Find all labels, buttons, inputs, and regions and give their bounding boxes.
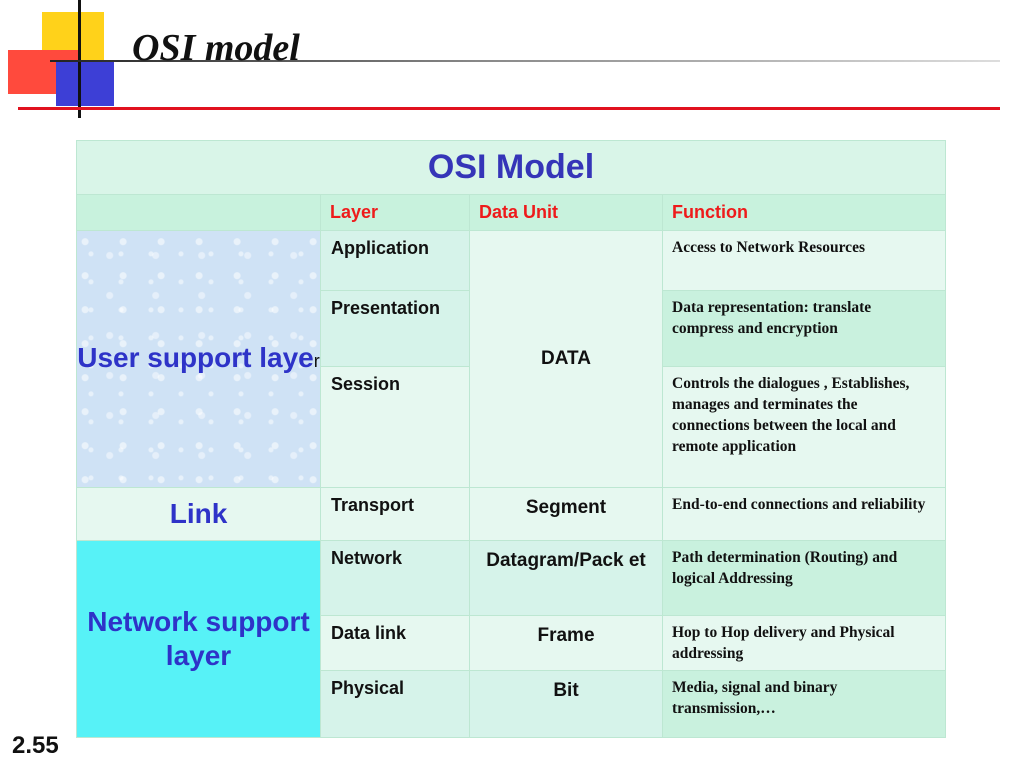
- function-network: Path determination (Routing) and logical Addressing: [663, 541, 946, 616]
- title-underline: [18, 107, 1000, 110]
- slide-title: OSI model: [132, 27, 300, 69]
- layer-physical: Physical: [321, 671, 470, 738]
- header-blank-cell: [77, 195, 321, 231]
- slide-number: 2.55: [12, 732, 59, 759]
- data-unit-datagram: Datagram/Pack et: [470, 541, 663, 616]
- data-unit-shared: DATA: [470, 231, 663, 488]
- layer-application: Application: [321, 231, 470, 291]
- group-user-support-layer: [77, 231, 321, 488]
- function-presentation: Data representation: translate compress and encryption: [663, 291, 946, 367]
- function-session: Controls the dialogues , Establishes, manages and terminates the connections between the local and remote application: [663, 367, 946, 488]
- function-data-link: Hop to Hop delivery and Physical addressing: [663, 616, 946, 671]
- group-user-label-tail: r: [313, 350, 320, 371]
- group-user-label: User support laye: [77, 341, 314, 373]
- function-transport: End-to-end connections and reliability: [663, 488, 946, 541]
- function-physical: Media, signal and binary transmission,…: [663, 671, 946, 738]
- layer-session: Session: [321, 367, 470, 488]
- data-unit-frame: Frame: [470, 616, 663, 671]
- decor-blue-block: [56, 62, 114, 106]
- header-function: Function: [663, 195, 946, 231]
- header-data-unit: Data Unit: [470, 195, 663, 231]
- header-layer: Layer: [321, 195, 470, 231]
- decor-vertical-line: [78, 0, 81, 118]
- group-network-support-layer: Network support layer: [77, 541, 321, 738]
- layer-data-link: Data link: [321, 616, 470, 671]
- layer-presentation: Presentation: [321, 291, 470, 367]
- osi-model-table: [76, 140, 946, 738]
- data-unit-bit: Bit: [470, 671, 663, 738]
- layer-transport: Transport: [321, 488, 470, 541]
- layer-network: Network: [321, 541, 470, 616]
- group-link: Link: [77, 488, 321, 541]
- data-unit-segment: Segment: [470, 488, 663, 541]
- table-caption: OSI Model: [77, 141, 946, 195]
- function-application: Access to Network Resources: [663, 231, 946, 291]
